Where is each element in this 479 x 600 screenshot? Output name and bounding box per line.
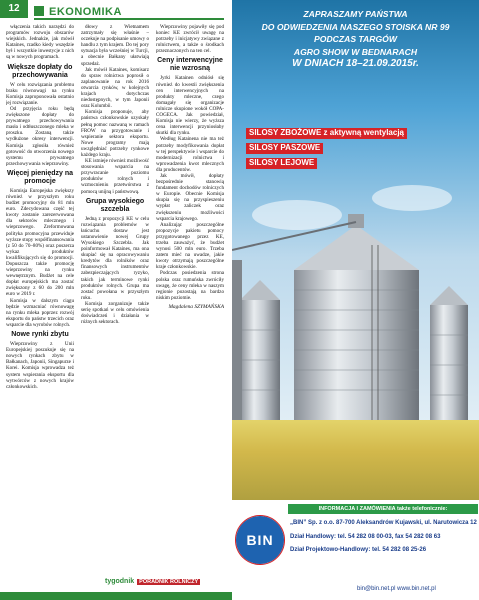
conveyor-tower <box>232 260 242 420</box>
article-column-3 <box>156 24 224 574</box>
article-column-2 <box>81 24 149 574</box>
product-silosy-paszowe: SILOSY PASZOWE <box>246 143 323 154</box>
article-paragraph: Komisja zorganizuje także serię spotkań w celu omówienia doświadczeń i działania w różnych sektorach. <box>81 300 149 326</box>
article-paragraph: Jak mówił, dopłaty bezpośrednie stanowią fundament dochodów rolniczych w Europie. Obecnie Komisja skupia się na przyspieszeniu wypłat zaliczek oraz zwiększeniu możliwości wsparcia krajowego. <box>156 172 224 222</box>
article-paragraph: Według Katainena nie ma też potrzeby modyfikowania dopłat w tej perspektywie i wsparcie do modernizacji rolnictwa i wprowadzenia kwot mlecznych dla producentów. <box>156 136 224 173</box>
article-paragraph: Analizując poszczególne propozycje pakietu pomocy przygotowanego przez KE, trzeba zauważyć, że budżet wynosi 500 mln euro. Trzeba zatem mieć na uwadze, jakie kwoty otrzymają poszczególne kraje członkowskie. <box>156 221 224 271</box>
ad-headline-line: ZAPRASZAMY PAŃSTWA <box>303 9 408 19</box>
article-signature: Magdalena SZYMAŃSKA <box>168 303 224 310</box>
product-silosy-lejowe: SILOSY LEJOWE <box>246 158 317 169</box>
article-paragraph: Komisja Europejska zwiększy również w przyszłym roku budżet promocyjny do 81 mln euro. Zdecydowana część tej kwoty zostanie zarezerwowana dla sektorów mlecznego i wieprzowego. Zreformowana polityka promocyjna przewiduje wyższe stopy współfinansowania (z 50 do 70–80%) oraz poszerza wykaz produktów kwalifikujących się do promocji. Dopuszcza także promocję wieprzowiny na rynku wewnętrznym. Budżet na cele dopłat europejskich ma zostać zwiększony z 60 do 200 mln euro w 2019 r. <box>6 187 74 298</box>
silo-small-right <box>430 286 468 420</box>
article-paragraph: Jak mówił Kataines, komisarz do spraw rolnictwa poprosił o zaplanowanie na rok 2016 otwarcia rynków, w kolejnych krajach dotychczas niedostępnych, w tym Japonii oraz Kolumbii. <box>81 66 149 110</box>
ad-headline-line: PODCZAS TARGÓW <box>314 34 397 45</box>
article-subheading: Nowe rynki zbytu <box>11 331 69 339</box>
contact-title: INFORMACJA I ZAMÓWIENIA także telefonicznie: <box>288 504 478 514</box>
page-number: 12 <box>0 0 28 18</box>
article-paragraph: Podczas posiedzenia strona polska oraz rumuńska zwróciły uwagę, że ceny mleka w naszym regionie pozostają na bardzo niskim poziomie. <box>156 270 224 301</box>
sales-phone: Dział Handlowy: tel. 54 282 08 00-03, fax 54 282 08 63 <box>290 534 441 540</box>
silo-large <box>294 214 419 420</box>
ad-date: W DNIACH 18–21.09.2015r. <box>292 58 419 70</box>
ad-headline <box>232 8 479 71</box>
article-paragraph: Jyrki Katainen odniósł się również do kwestii zwiększenia cen interwencyjnych na produkty mleczne, czego domagały się organizacje rolnicze skupione wokół COPA-COGECA. Jak powiedział, Komisja nie wierzy, że wyższa cena interwencji przyniosłaby skutki dla rynku. <box>156 75 224 137</box>
article-subheading: Ceny interwencyjne nie wzrosną <box>157 57 223 73</box>
publication-badge: PORADNIK ROLNICZY <box>139 579 199 585</box>
article-paragraph: W celu rozwiązania problemu braku równowagi na rynku Komisja zaproponowała ostatnio jej rozwiązanie. <box>6 81 74 106</box>
product-silosy-zbozowe: SILOSY ZBOŻOWE z aktywną wentylacją <box>246 128 407 139</box>
company-address: „BIN” Sp. z o.o. 87-700 Aleksandrów Kujawski, ul. Narutowicza 12 <box>290 520 477 526</box>
bin-logo <box>236 516 284 564</box>
article-subheading: Grupa wysokiego szczebla <box>85 197 145 213</box>
ad-headline-line: AGRO SHOW W BEDNARACH <box>293 46 418 57</box>
section-title-text: EKONOMIKA <box>49 6 122 18</box>
bin-logo-text: BIN <box>246 532 274 548</box>
ad-headline-line: DO ODWIEDZENIA NASZEGO STOISKA NR 99 <box>261 21 450 32</box>
publication-logo <box>105 578 225 588</box>
publication-name: tygodnik <box>105 578 135 585</box>
article-paragraph: Jedną z propozycji KE w celu rozwiązania problemów w łańcuchu dostaw jest ustanowienie nowej Grupy Wysokiego Szczebla. Jak poinformował Kataines, ma ona skupiać się na opracowywaniu kredytów dla rolników oraz finansowych instrumentów zabezpieczających ryzyko, takich jak terminowe rynki produktów rolnych. Grupa ma zostać powołana w przyszłym roku. <box>81 215 149 301</box>
article-paragraph: Komisja proponuje, aby państwa członkowskie uzyskały pełną pomoc nazwaną w ramach FROW na przygotowanie i wspieranie sektora eksportu. Nowe programy mają uwzględniać potrzeby rynkowe każdego kraju. <box>81 109 149 158</box>
article-columns <box>6 24 224 574</box>
article-subheading: Większe dopłaty do przechowywania <box>7 63 73 79</box>
ad-contact-box <box>232 500 479 600</box>
article-column-1 <box>6 24 74 574</box>
silo-small-left <box>240 280 280 420</box>
article-paragraph: Komisja w dalszym ciągu będzie wzmacniać równowagę na rynku mleka poprzez rozwój eksportu do państw trzecich oraz wsparcie dla wyrobów rolnych. <box>6 297 74 328</box>
section-title <box>34 2 224 20</box>
article-paragraph: Od przyjęcia roku będą zwiększone dopłaty do prywatnego przechowywania masła i odtłuszczonego mleka w proszku. Zostaną także wydłużone okresy interwencji. Komisja zgłosiła również gotowość do otworzenia nowego systemu prywatnego przechowywania wieprzowiny. <box>6 105 74 167</box>
article-paragraph: Wieprzowiny pojawiły się pod koniec KE zwrócił uwagę na potrzeby i inicjatywy związane z rolnictwem, a także o środkach przeznaczonych na ten cel. <box>156 24 224 55</box>
contact-email: bin@bin.net.pl www.bin.net.pl <box>357 586 436 592</box>
wheat-field <box>232 420 479 500</box>
article-subheading: Więcej pieniędzy na promocje <box>6 169 74 185</box>
article-paragraph: włączenia takich narzędzi do programów rozwoju obszarów wiejskich. Jednakże, jak mówił Kataines, rzadko kiedy wszędzie był i wszystkie inwestycje z nich są w nowych programach. <box>6 24 74 61</box>
service-phone: Dział Projektowo-Handlowy: tel. 54 282 08 25-26 <box>290 547 427 553</box>
article-paragraph: KE istnieje również możliwość stosowania wsparcia na przywracanie poziomu produktów rolnych i wzmocnieniu przetwórstwa z pomocą unijną i państwową. <box>81 158 149 195</box>
article-paragraph: Wieprzowiny z Unii Europejskiej poszukuje się na nowych rynkach zbytu w Bałkanach, Japonii, Singapurze i Korei. Komisja wprowadza też system wspierania eksportu dla wytwórców z nowych krajów członkowskich. <box>6 341 74 390</box>
article-paragraph: dłowy z Wietnamem zatrzymały się właśnie – oczekuje na podpisanie umowy o handlu z tym krajem. Do tej pory sytuacja była wcześniej w Turcji, a obecnie Bałkany ułatwiają sprzedaż. <box>81 24 149 67</box>
advertisement <box>232 0 479 600</box>
section-marker <box>34 6 44 16</box>
page-footer-bar <box>0 592 240 600</box>
